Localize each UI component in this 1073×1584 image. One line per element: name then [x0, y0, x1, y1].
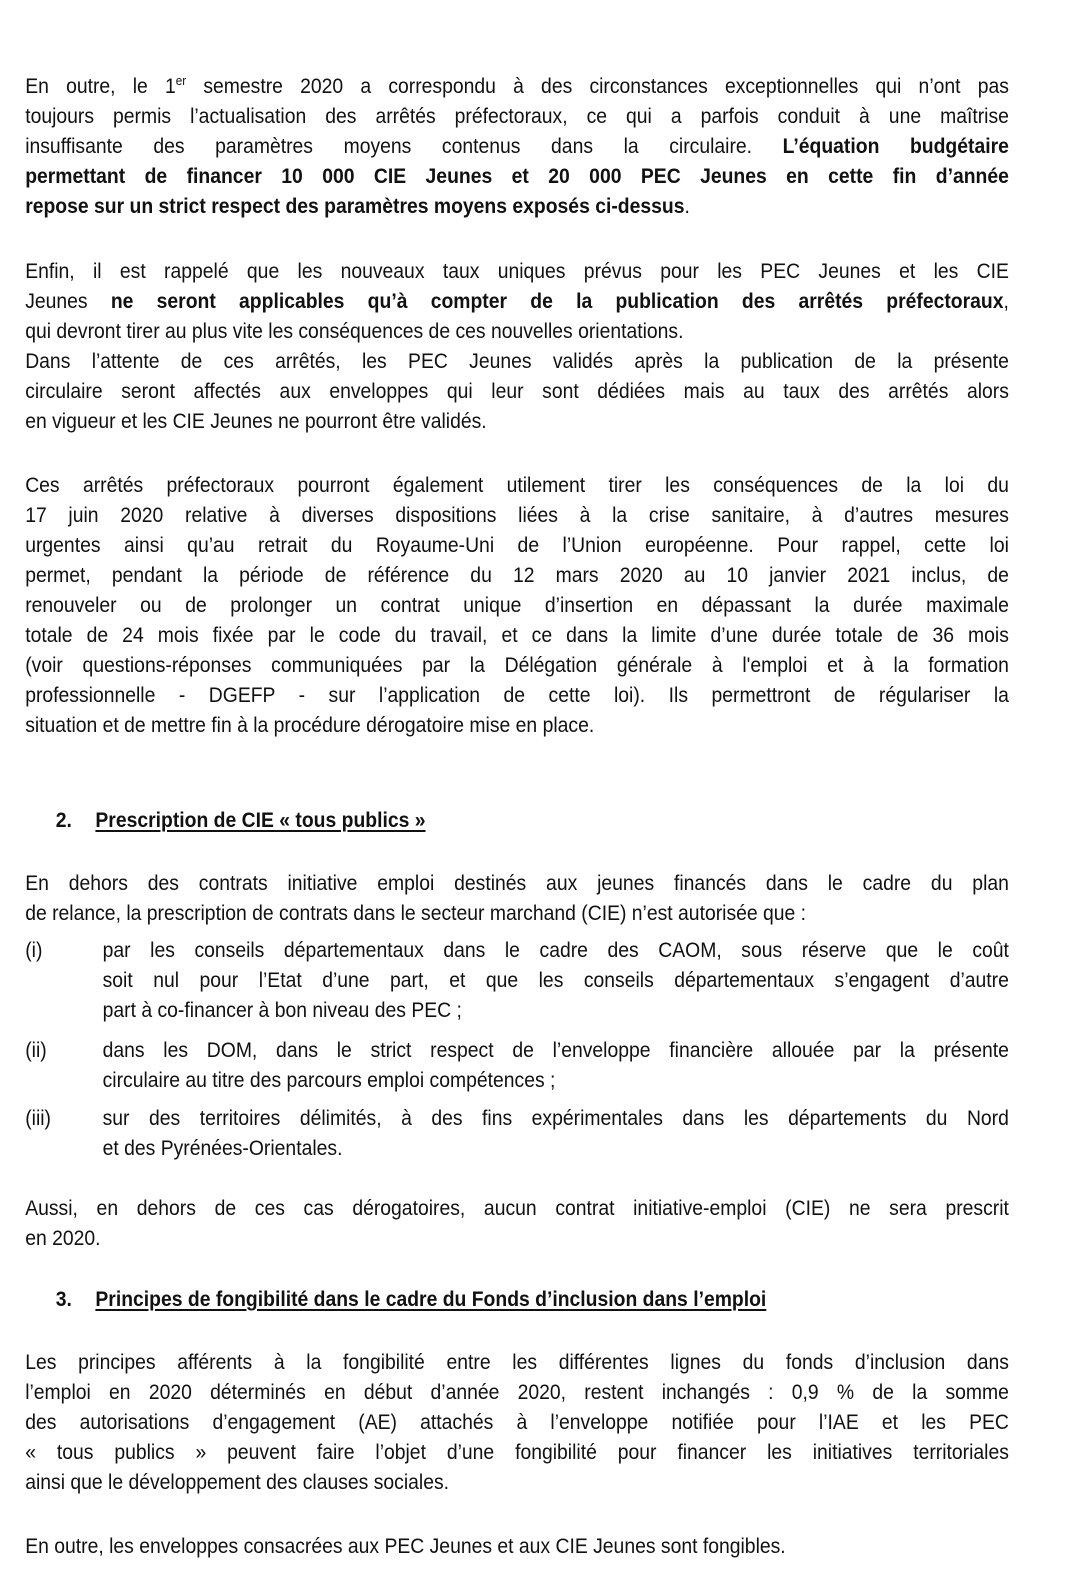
text-line: de relance, la prescription de contrats dans le secteur marchand (CIE) n’est autorisée que :: [25, 901, 807, 925]
text-line: Les principes afférents à la fongibilité entre les différentes lignes du fonds d’inclusion dans: [25, 1350, 1009, 1374]
text-line: par les conseils départementaux dans le cadre des CAOM, sous réserve que le coût: [102, 938, 1009, 962]
paragraph-enveloppes-fongibles: [25, 1531, 1009, 1561]
text-line: insuffisante des paramètres moyens contenus dans la circulaire. L’équation budgétaire: [25, 134, 1009, 158]
section-title: Prescription de CIE « tous publics »: [95, 808, 426, 832]
paragraph-fongibilite: [25, 1347, 1009, 1497]
text-line: En outre, le 1er semestre 2020 a correspondu à des circonstances exceptionnelles qui n’ont pas: [25, 73, 1009, 98]
paragraph-cie-intro: [25, 868, 1009, 928]
paragraph-budget-equation: [25, 71, 1009, 221]
text-line: renouveler ou de prolonger un contrat unique d’insertion en dépassant la durée maximale: [25, 593, 1009, 617]
text-line: des autorisations d’engagement (AE) attachés à l’enveloppe notifiée pour l’IAE et les PEC: [25, 1410, 1009, 1434]
section-number: 2.: [55, 808, 72, 832]
text-line: professionnelle - DGEFP - sur l’application de cette loi). Ils permettront de régulariser la: [25, 683, 1009, 707]
list-item-label: (ii): [25, 1038, 47, 1062]
text-line: En outre, les enveloppes consacrées aux PEC Jeunes et aux CIE Jeunes sont fongibles.: [25, 1534, 786, 1558]
text-line: Dans l’attente de ces arrêtés, les PEC Jeunes validés après la publication de la présente: [25, 349, 1009, 373]
list-item-label: (iii): [25, 1106, 51, 1130]
text-line: permettant de financer 10 000 CIE Jeunes et 20 000 PEC Jeunes en cette fin d’année: [25, 164, 1009, 188]
text-line: dans les DOM, dans le strict respect de l’enveloppe financière allouée par la présente: [102, 1038, 1009, 1062]
list-item: [25, 1035, 1009, 1095]
text-line: urgentes ainsi qu’au retrait du Royaume-Uni de l’Union européenne. Pour rappel, cette loi: [25, 533, 1009, 557]
text-line: En dehors des contrats initiative emploi destinés aux jeunes financés dans le cadre du plan: [25, 871, 1009, 895]
text-line: repose sur un strict respect des paramètres moyens exposés ci-dessus.: [25, 194, 690, 218]
section-number: 3.: [55, 1287, 72, 1311]
paragraph-loi-17-juin: [25, 470, 1009, 740]
text-line: « tous publics » peuvent faire l’objet d’une fongibilité pour financer les initiatives territoriales: [25, 1440, 1009, 1464]
text-line: part à co-financer à bon niveau des PEC ;: [102, 998, 462, 1022]
section-2-heading: [56, 805, 426, 835]
text-line: soit nul pour l’Etat d’une part, et que les conseils départementaux s’engagent d’autre: [102, 968, 1009, 992]
text-line: permet, pendant la période de référence du 12 mars 2020 au 10 janvier 2021 inclus, de: [25, 563, 1009, 587]
text-line: en 2020.: [25, 1226, 101, 1250]
paragraph-taux-uniques: [25, 256, 1009, 436]
list-item: [25, 1103, 1009, 1163]
text-line: Jeunes ne seront applicables qu’à compter de la publication des arrêtés préfectoraux,: [25, 289, 1009, 313]
text-line: Aussi, en dehors de ces cas dérogatoires, aucun contrat initiative-emploi (CIE) ne sera prescrit: [25, 1196, 1009, 1220]
list-item-label: (i): [25, 938, 43, 962]
text-line: toujours permis l’actualisation des arrêtés préfectoraux, ce qui a parfois conduit à une maîtrise: [25, 104, 1009, 128]
text-line: circulaire au titre des parcours emploi compétences ;: [102, 1068, 556, 1092]
section-title: Principes de fongibilité dans le cadre du Fonds d’inclusion dans l’emploi: [95, 1287, 767, 1311]
text-line: et des Pyrénées-Orientales.: [102, 1136, 343, 1160]
section-3-heading: [56, 1284, 767, 1314]
text-line: (voir questions-réponses communiquées par la Délégation générale à l'emploi et à la formation: [25, 653, 1009, 677]
text-line: circulaire seront affectés aux enveloppes qui leur sont dédiées mais au taux des arrêtés alors: [25, 379, 1009, 403]
text-line: situation et de mettre fin à la procédure dérogatoire mise en place.: [25, 713, 595, 737]
paragraph-cie-outro: [25, 1193, 1009, 1253]
text-line: Enfin, il est rappelé que les nouveaux taux uniques prévus pour les PEC Jeunes et les CIE: [25, 259, 1009, 283]
text-line: qui devront tirer au plus vite les conséquences de ces nouvelles orientations.: [25, 319, 684, 343]
text-line: sur des territoires délimités, à des fins expérimentales dans les départements du Nord: [102, 1106, 1009, 1130]
text-line: en vigueur et les CIE Jeunes ne pourront être validés.: [25, 409, 487, 433]
text-line: ainsi que le développement des clauses sociales.: [25, 1470, 450, 1494]
list-item: [25, 935, 1009, 1025]
text-line: 17 juin 2020 relative à diverses dispositions liées à la crise sanitaire, à d’autres mesures: [25, 503, 1009, 527]
text-line: Ces arrêtés préfectoraux pourront également utilement tirer les conséquences de la loi du: [25, 473, 1009, 497]
text-line: totale de 24 mois fixée par le code du travail, et ce dans la limite d’une durée totale de 36 mois: [25, 623, 1009, 647]
text-line: l’emploi en 2020 déterminés en début d’année 2020, restent inchangés : 0,9 % de la somme: [25, 1380, 1009, 1404]
